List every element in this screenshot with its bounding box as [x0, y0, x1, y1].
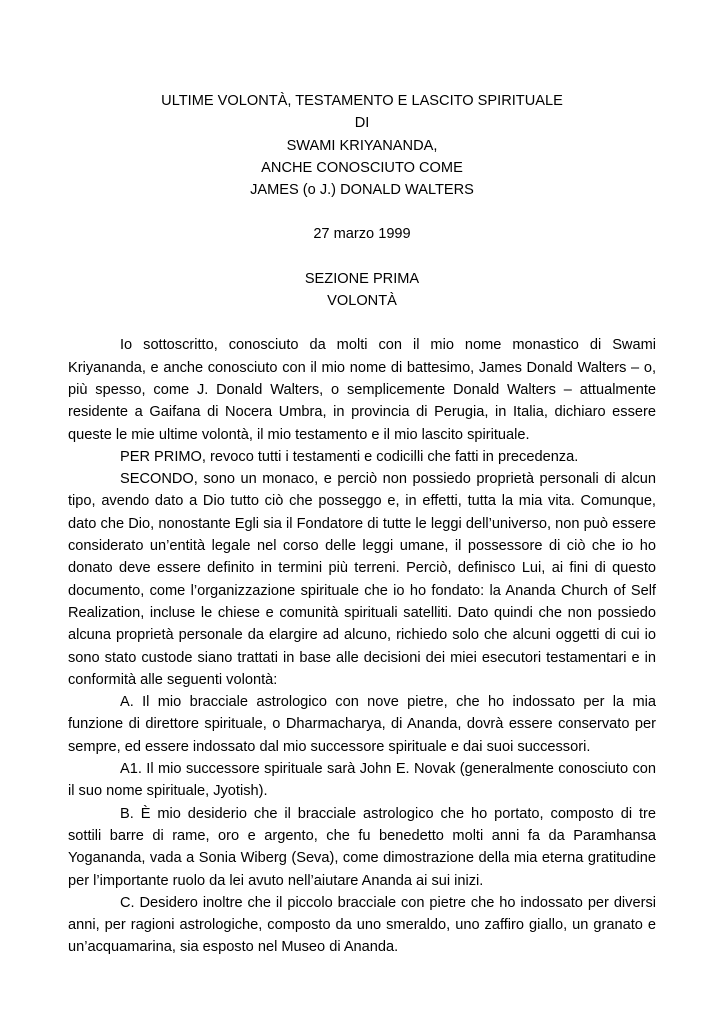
document-page — [68, 90, 656, 959]
section-subheading: VOLONTÀ — [327, 293, 397, 310]
document-body — [68, 334, 656, 958]
document-date: 27 marzo 1999 — [313, 226, 411, 243]
paragraph-a: A. Il mio bracciale astrologico con nove pietre, che ho indossato per la mia funzione di direttore spirituale, o Dharmacharya, di Ananda, dovrà essere conservato per sempre, ed essere indossato dal mio successore spirituale e dai suoi successori. — [68, 694, 656, 755]
title-line-5: JAMES (o J.) DONALD WALTERS — [250, 182, 474, 199]
paragraph-secondo: SECONDO, sono un monaco, e perciò non possiedo proprietà personali di alcun tipo, avendo dato a Dio tutto ciò che posseggo e, in effetti, tutta la mia vita. Comunque, dato che Dio, nonostante Egli sia il Fondatore di tutte le leggi dell’universo, non può essere considerato un’entità legale nel corso delle leggi umane, il possessore di ciò che io ho donato deve essere definito in termini più terreni. Perciò, definisco Lui, ai fini di questo documento, come l’organizzazione spirituale che io ho fondato: la Ananda Church of Self Realization, incluse le chiese e comunità spirituali satelliti. Dato quindi che non possiedo alcuna proprietà personale da elargire ad alcuno, richiedo solo che alcuni oggetti di cui io sono stato custode siano trattati in base alle decisioni dei miei esecutori testamentari e in conformità alle seguenti volontà: — [68, 471, 656, 688]
title-line-3: SWAMI KRIYANANDA, — [286, 137, 438, 154]
paragraph-a1: A1. Il mio successore spirituale sarà John E. Novak (generalmente conosciuto con il suo nome spirituale, Jyotish). — [68, 761, 656, 800]
title-line-4: ANCHE CONOSCIUTO COME — [261, 159, 463, 176]
paragraph-b: B. È mio desiderio che il bracciale astrologico che ho portato, composto di tre sottili barre di rame, oro e argento, che fu benedetto molti anni fa da Paramhansa Yogananda, vada a Sonia Wiberg (Seva), come dimostrazione della mia eterna gratitudine per l’importante ruolo da lei avuto nell’aiutare Ananda ai sui inizi. — [68, 805, 656, 889]
paragraph-primo: PER PRIMO, revoco tutti i testamenti e codicilli che fatti in precedenza. — [120, 448, 579, 465]
paragraph-intro: Io sottoscritto, conosciuto da molti con il mio nome monastico di Swami Kriyananda, e anche conosciuto con il mio nome di battesimo, James Donald Walters – o, più spesso, come J. Donald Walters, o semplicemente Donald Walters – attualmente residente a Gaifana di Nocera Umbra, in provincia di Perugia, in Italia, dichiaro essere queste le mie ultime volontà, il mio testamento e il mio lascito spirituale. — [68, 337, 656, 443]
section-heading: SEZIONE PRIMA — [304, 270, 420, 287]
title-line-1: ULTIME VOLONTÀ, TESTAMENTO E LASCITO SPIRITUALE — [161, 93, 563, 109]
paragraph-c: C. Desidero inoltre che il piccolo bracciale con pietre che ho indossato per diversi anni, per ragioni astrologiche, composto da uno smeraldo, uno zaffiro giallo, un granato e un’acquamarina, sia esposto nel Museo di Ananda. — [68, 894, 656, 956]
title-line-2: DI — [354, 115, 370, 132]
document-title — [68, 90, 656, 201]
section-header — [68, 268, 656, 313]
